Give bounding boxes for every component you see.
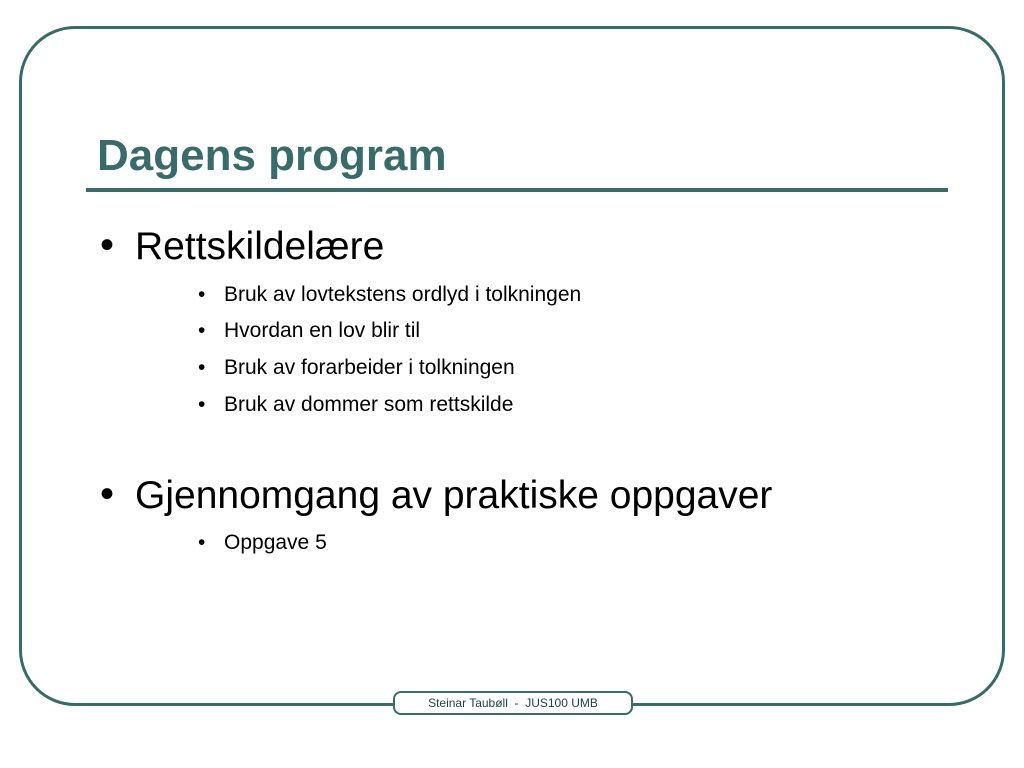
sub-bullet-text: Hvordan en lov blir til [224, 319, 421, 342]
sub-bullet-dot-icon: • [198, 319, 206, 342]
sub-bullet-text: Bruk av lovtekstens ordlyd i tolkningen [224, 283, 582, 306]
bullet-dot-icon: • [100, 223, 115, 267]
slide-title: Dagens program [97, 131, 447, 180]
bullet-heading: Gjennomgang av praktiske oppgaver [135, 474, 773, 517]
sub-bullet-dot-icon: • [198, 283, 206, 306]
sub-bullet-text: Bruk av dommer som rettskilde [224, 393, 514, 416]
sub-bullet-dot-icon: • [198, 356, 206, 379]
bullet-heading: Rettskildelære [135, 225, 385, 268]
sub-bullet-dot-icon: • [198, 393, 206, 416]
bullet-dot-icon: • [100, 472, 115, 516]
sub-bullet-text: Oppgave 5 [224, 531, 327, 554]
sub-bullet-text: Bruk av forarbeider i tolkningen [224, 356, 515, 379]
footer-label: Steinar Taubøll - JUS100 UMB [393, 691, 633, 715]
sub-bullet-dot-icon: • [198, 531, 206, 554]
